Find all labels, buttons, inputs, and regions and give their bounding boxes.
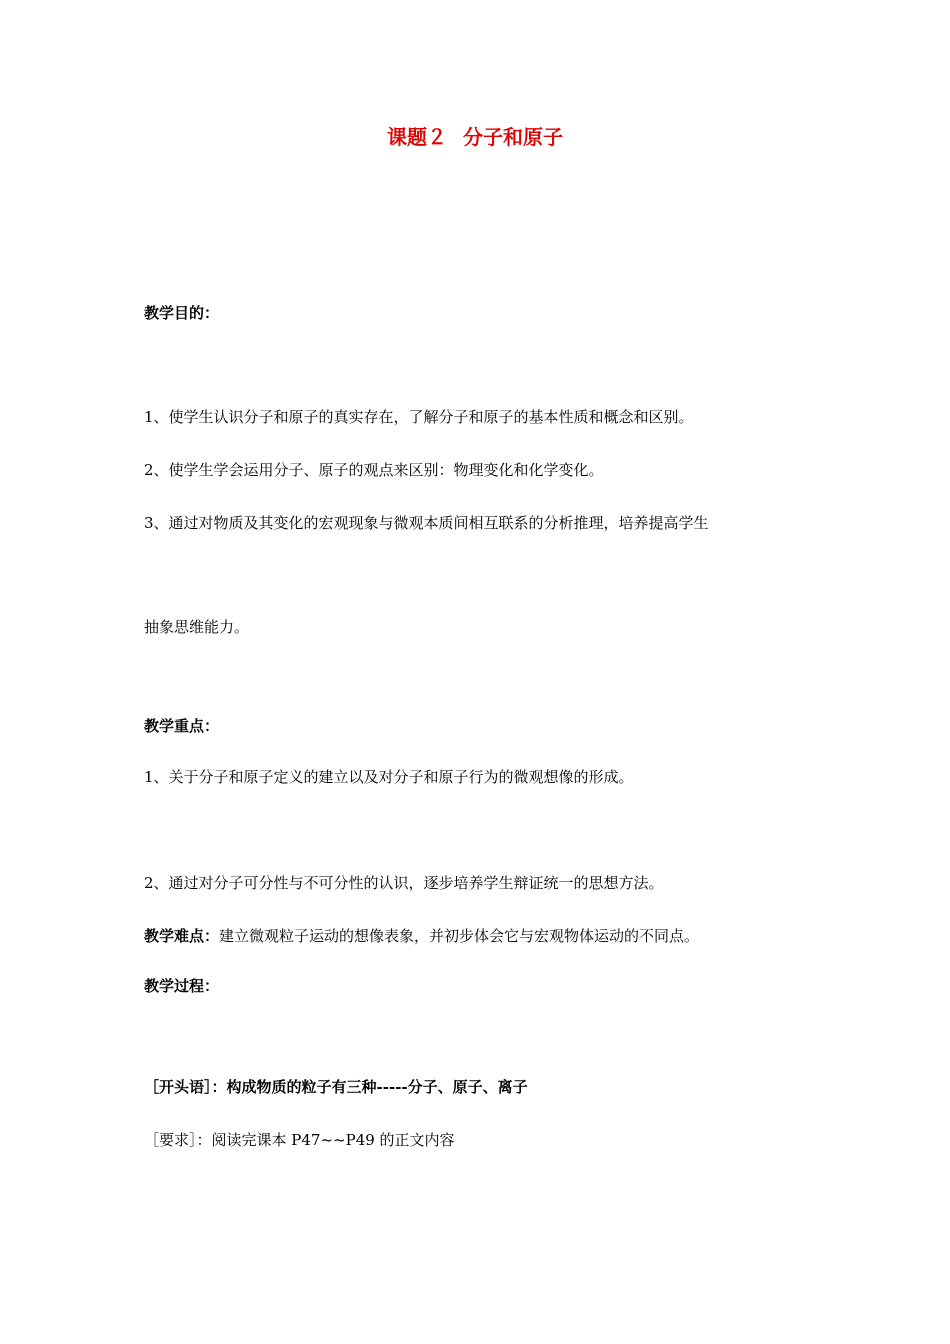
opening-text: 构成物质的粒子有三种-----分子、原子、离子 xyxy=(226,1078,528,1096)
document-title xyxy=(0,124,950,150)
title-label: 课题２ xyxy=(387,125,447,149)
key-points-heading: 教学重点： xyxy=(144,717,220,735)
requirement-bracket: ［要求］： xyxy=(144,1131,212,1149)
objective-item-3: 3、通过对物质及其变化的宏观现象与微观本质间相互联系的分析推理，培养提高学生 xyxy=(144,514,709,532)
process-heading: 教学过程： xyxy=(144,977,220,995)
title-text: 分子和原子 xyxy=(463,125,563,149)
requirement-text: 阅读完课本 P47~~P49 的正文内容 xyxy=(211,1131,455,1149)
difficulty-heading: 教学难点： xyxy=(144,927,220,945)
key-point-item-1: 1、关于分子和原子定义的建立以及对分子和原子行为的微观想像的形成。 xyxy=(144,768,634,786)
objectives-heading: 教学目的： xyxy=(144,304,220,322)
opening-line xyxy=(144,1077,528,1097)
difficulty-line xyxy=(144,926,699,946)
difficulty-text: 建立微观粒子运动的想像表象，并初步体会它与宏观物体运动的不同点。 xyxy=(219,927,700,945)
objective-item-3-continued: 抽象思维能力。 xyxy=(144,618,250,636)
key-point-item-2: 2、通过对分子可分性与不可分性的认识，逐步培养学生辩证统一的思想方法。 xyxy=(144,874,664,892)
opening-bracket: ［开头语］： xyxy=(144,1078,227,1096)
requirement-line xyxy=(144,1130,455,1150)
objective-item-1: 1、使学生认识分子和原子的真实存在，了解分子和原子的基本性质和概念和区别。 xyxy=(144,408,694,426)
objective-item-2: 2、使学生学会运用分子、原子的观点来区别：物理变化和化学变化。 xyxy=(144,461,604,479)
